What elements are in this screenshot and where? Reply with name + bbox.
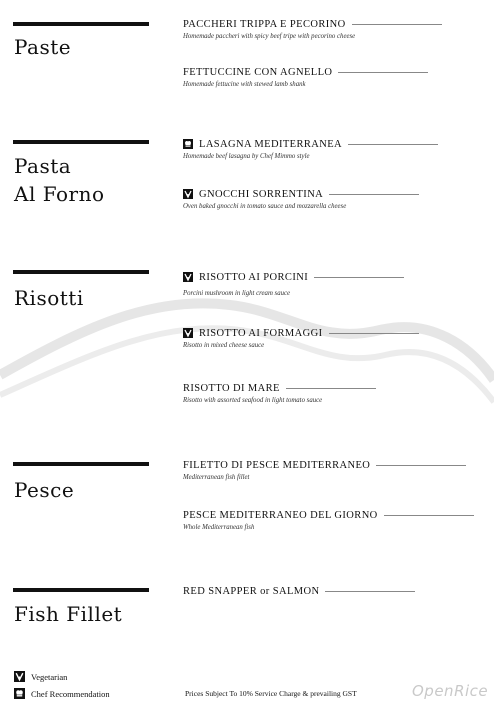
menu-item-name: GNOCCHI SORRENTINA	[199, 188, 324, 200]
menu-item-rule	[376, 465, 466, 466]
vegetarian-icon	[183, 328, 193, 338]
menu-item-name: FILETTO DI PESCE MEDITERRANEO	[183, 459, 371, 471]
menu-item-description: Porcini mushroom in light cream sauce	[183, 290, 291, 297]
section-title-line-1: Pasta	[14, 154, 72, 178]
menu-item-rule	[314, 277, 404, 278]
section-title-line-2: Al Forno	[14, 182, 105, 206]
section-divider-pesce	[13, 462, 149, 466]
menu-item-rule	[338, 72, 428, 73]
vegetarian-icon	[14, 671, 25, 682]
section-divider-pasta-al-forno	[13, 140, 149, 144]
vegetarian-icon	[183, 189, 193, 199]
menu-item	[183, 187, 483, 210]
menu-item-description: Homemade paccheri with spicy beef tripe with pecorino cheese	[183, 33, 356, 40]
menu-item	[183, 65, 483, 88]
vegetarian-icon	[183, 272, 193, 282]
menu-item-rule	[329, 194, 419, 195]
section-title-fish-fillet: Fish Fillet	[14, 602, 123, 626]
chef-hat-icon	[183, 139, 193, 149]
menu-item-description: Oven baked gnocchi in tomato sauce and mozzarella cheese	[183, 203, 347, 210]
menu-item-name: LASAGNA MEDITERRANEA	[199, 138, 343, 150]
menu-item-rule	[384, 515, 474, 516]
menu-item-description: Mediterranean fish fillet	[183, 474, 250, 481]
price-note: Prices Subject To 10% Service Charge & prevailing GST	[185, 689, 357, 698]
menu-item-rule	[325, 591, 415, 592]
menu-item-description: Risotto in mixed cheese sauce	[183, 342, 265, 349]
section-divider-risotti	[13, 270, 149, 274]
legend-chef-label: Chef Recommendation	[31, 688, 110, 699]
section-title-pesce: Pesce	[14, 478, 75, 502]
menu-item-rule	[352, 24, 442, 25]
menu-item-description: Whole Mediterranean fish	[183, 524, 255, 531]
section-divider-fish-fillet	[13, 588, 149, 592]
watermark-logo: OpenRice	[412, 682, 489, 700]
menu-item-name: FETTUCCINE CON AGNELLO	[183, 66, 333, 78]
menu-item-rule	[348, 144, 438, 145]
menu-item-rule	[329, 333, 419, 334]
section-title-paste: Paste	[14, 35, 72, 59]
menu-item-name: RISOTTO DI MARE	[183, 382, 280, 394]
menu-item-name: RED SNAPPER or SALMON	[183, 585, 320, 597]
menu-item-rule	[286, 388, 376, 389]
menu-item-name: PESCE MEDITERRANEO DEL GIORNO	[183, 509, 378, 521]
section-title-pasta-al-forno	[14, 152, 105, 208]
legend-vegetarian-label: Vegetarian	[31, 671, 68, 682]
menu-item	[183, 137, 483, 160]
chef-hat-icon	[14, 688, 25, 699]
menu-item	[183, 17, 483, 40]
menu-item	[183, 584, 483, 598]
legend-vegetarian	[14, 671, 67, 682]
menu-item	[183, 381, 483, 404]
menu-item-name: RISOTTO AI PORCINI	[199, 271, 309, 283]
section-title-risotti: Risotti	[14, 286, 84, 310]
menu-item	[183, 508, 483, 531]
menu-item-description: Homemade beef lasagna by Chef Mimmo style	[183, 153, 310, 160]
menu-item	[183, 270, 483, 297]
menu-item-name: RISOTTO AI FORMAGGI	[199, 327, 323, 339]
menu-item-name: PACCHERI TRIPPA E PECORINO	[183, 18, 346, 30]
menu-item-description: Risotto with assorted seafood in light tomato sauce	[183, 397, 323, 404]
section-divider-paste	[13, 22, 149, 26]
legend-chef-recommendation	[14, 688, 110, 699]
menu-item	[183, 326, 483, 349]
menu-item	[183, 458, 483, 481]
menu-item-description: Homemade fettucine with stewed lamb shank	[183, 81, 306, 88]
